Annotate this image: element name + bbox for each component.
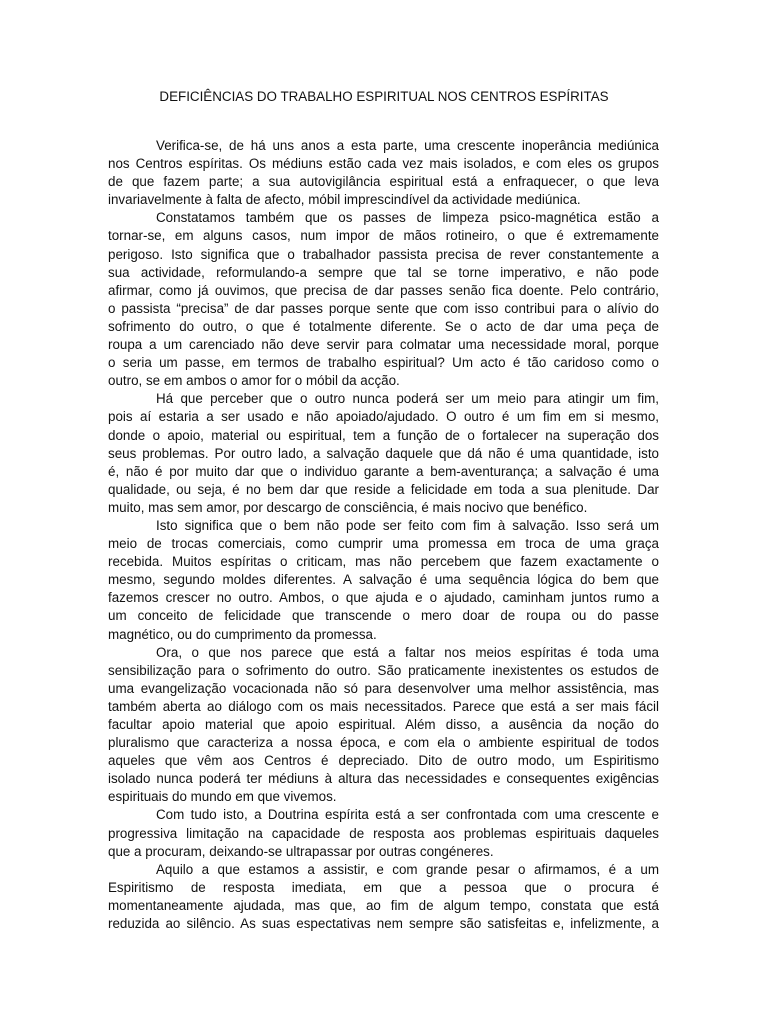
paragraph-line: donde o apoio, material ou espiritual, tem a função de o fortalecer na superação dos <box>108 427 659 443</box>
paragraph-line: espirituais do mundo em que vivemos. <box>108 789 337 805</box>
paragraph-line: também aberta ao diálogo com os mais necessitados. Parece que está a ser mais fácil <box>108 698 659 714</box>
paragraph-line: um conceito de felicidade que transcende o mero doar de roupa ou do passe <box>108 608 659 624</box>
paragraph-line: de que fazem parte; a sua autovigilância espiritual está a enfraquecer, o que leva <box>108 174 659 190</box>
paragraph-line: uma evangelização vocacionada não só para desenvolver uma melhor assistência, mas <box>108 680 659 696</box>
paragraph-line: recebida. Muitos espíritas o criticam, mas não percebem que fazem exactamente o <box>108 554 659 570</box>
paragraph-line: invariavelmente à falta de afecto, móbil imprescindível da actividade mediúnica. <box>108 192 581 208</box>
paragraph-line: tornar-se, em alguns casos, num impor de mãos rotineiro, o que é extremamente <box>108 228 659 244</box>
paragraph-line: é, não é por muito dar que o individuo garante a bem-aventurança; a salvação é uma <box>108 463 659 479</box>
paragraph-line: mesmo, segundo moldes diferentes. A salvação é uma sequência lógica do bem que <box>108 572 659 588</box>
paragraph-line: reduzida ao silêncio. As suas espectativas nem sempre são satisfeitas e, infelizmente, a <box>108 916 659 932</box>
paragraph <box>108 517 659 644</box>
paragraph-line: fazemos crescer no outro. Ambos, o que ajuda e o ajudado, caminham juntos rumo a <box>108 590 659 606</box>
paragraph-line: Constatamos também que os passes de limpeza psico-magnética estão a <box>156 210 659 226</box>
paragraph-line: seus problemas. Por outro lado, a salvação daquele que dá não é uma quantidade, isto <box>108 445 659 461</box>
paragraph-line: sofrimento do outro, o que é totalmente diferente. Se o acto de dar uma peça de <box>108 318 659 334</box>
paragraph-line: outro, se em ambos o amor for o móbil da acção. <box>108 373 400 389</box>
paragraph-line: Ora, o que nos parece que está a faltar nos meios espíritas é toda uma <box>156 644 659 660</box>
paragraph-line: roupa a um carenciado não deve servir para colmatar uma necessidade moral, porque <box>108 337 659 353</box>
paragraph-line: o passista “precisa” de dar passes porque sente que com isso contribui para o alívio do <box>108 300 659 316</box>
paragraph-line: afirmar, como já ouvimos, que precisa de dar passes senão fica doente. Pelo contrário, <box>108 282 659 298</box>
paragraph-line: Verifica-se, de há uns anos a esta parte, uma crescente inoperância mediúnica <box>156 138 659 153</box>
paragraph-line: pois aí estaria a ser usado e não apoiado/ajudado. O outro é um fim em si mesmo, <box>108 409 659 425</box>
paragraph-line: magnético, ou do cumprimento da promessa. <box>108 626 377 642</box>
paragraph-line: perigoso. Isto significa que o trabalhador passista precisa de rever constantemente a <box>108 246 659 262</box>
paragraph <box>108 137 659 209</box>
paragraph-line: meio de trocas comerciais, como cumprir uma promessa em troca de uma graça <box>108 536 659 552</box>
document-title: DEFICIÊNCIAS DO TRABALHO ESPIRITUAL NOS CENTROS ESPÍRITAS <box>159 89 609 104</box>
paragraph-line: sua actividade, reformulando-a sempre que tal se torne imperativo, e não pode <box>108 264 659 280</box>
paragraph-line: Há que perceber que o outro nunca poderá ser um meio para atingir um fim, <box>156 391 659 407</box>
paragraph <box>108 390 659 517</box>
paragraph-line: Espiritismo de resposta imediata, em que a pessoa que o procura é <box>108 879 659 895</box>
paragraph-line: qualidade, ou seja, é no bem dar que reside a felicidade em toda a sua plenitude. Dar <box>108 481 659 497</box>
paragraph-line: que a procuram, deixando-se ultrapassar por outras congéneres. <box>108 843 494 859</box>
document-body <box>108 137 659 933</box>
paragraph-line: muito, mas sem amor, por descargo de consciência, é mais nocivo que benéfico. <box>108 499 588 515</box>
paragraph-line: progressiva limitação na capacidade de resposta aos problemas espirituais daqueles <box>108 825 659 841</box>
paragraph <box>108 209 659 390</box>
paragraph-line: Com tudo isto, a Doutrina espírita está a ser confrontada com uma crescente e <box>156 807 659 823</box>
paragraph-line: isolado nunca poderá ter médiuns à altura das necessidades e consequentes exigências <box>108 771 659 787</box>
paragraph-line: aqueles que vêm aos Centros é depreciado. Dito de outro modo, um Espiritismo <box>108 753 659 769</box>
paragraph <box>108 644 659 807</box>
paragraph <box>108 861 659 933</box>
paragraph-line: facultar apoio material que apoio espiritual. Além disso, a ausência da noção do <box>108 717 659 732</box>
paragraph-line: momentaneamente ajudada, mas que, ao fim de algum tempo, constata que está <box>108 897 659 913</box>
paragraph-line: Aquilo a que estamos a assistir, e com grande pesar o afirmamos, é a um <box>156 861 659 877</box>
paragraph-line: Isto significa que o bem não pode ser feito com fim à salvação. Isso será um <box>156 517 659 533</box>
paragraph <box>108 806 659 860</box>
paragraph-line: nos Centros espíritas. Os médiuns estão cada vez mais isolados, e com eles os grupos <box>108 156 659 172</box>
paragraph-line: o seria um passe, em termos de trabalho espiritual? Um acto é tão caridoso como o <box>108 355 659 371</box>
paragraph-line: sensibilização para o sofrimento do outro. São praticamente inexistentes os estudos de <box>108 662 659 678</box>
paragraph-line: pluralismo que caracteriza a nossa época, e com ela o ambiente espiritual de todos <box>108 735 659 751</box>
